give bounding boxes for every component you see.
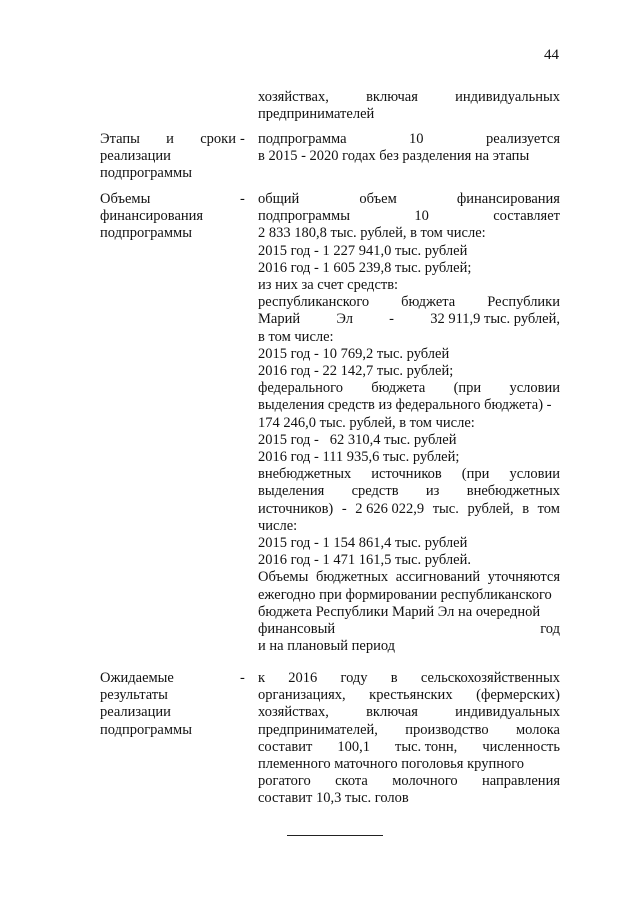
fin-sources-heading: из них за счет средств: [258,277,399,294]
res-line-6: племенного маточного поголовья крупного [258,756,525,773]
word: хозяйствах, [258,89,329,105]
fin-fed-total: 174 246,0 тыс. рублей, в том числе: [258,414,475,431]
res-line-3 [258,704,560,721]
word: рогатого [258,773,311,790]
fin-line-1 [258,191,560,208]
word: 32 911,9 тыс. рублей, [430,311,560,328]
results-label-line-2: результаты [100,687,168,704]
stages-label [100,131,236,183]
word: Республики [487,294,560,311]
word: численность [482,738,560,755]
fin-rep-2016: 2016 год - 22 142,7 тыс. рублей; [258,363,454,380]
fin-ext-2015: 2015 год - 1 154 861,4 тыс. рублей [258,535,468,552]
financing-value [258,191,560,655]
word: финансовый [258,621,336,638]
word: бюджета [371,380,426,397]
stages-line-1 [258,131,560,148]
word: хозяйствах, [258,704,329,721]
word: средств [351,483,399,500]
word: внебюджетных [466,483,560,500]
word: источников) [258,500,334,517]
results-label [100,670,236,739]
word: федерального [258,380,343,397]
res-line-5 [258,739,560,756]
word: - [341,500,347,517]
intro-line-2: предпринимателей [258,106,375,123]
word: том [537,500,560,517]
results-value [258,670,560,808]
word: ассигнований [395,569,481,586]
word: крестьянских [369,687,453,704]
word: (при [461,466,490,483]
financing-label-line-3: подпрограммы [100,225,192,242]
word: включая [366,704,418,721]
stages-label-line-1 [100,131,236,148]
fin-total: 2 833 180,8 тыс. рублей, в том числе: [258,225,486,242]
word: 10 [414,208,429,225]
fin-rep-2015: 2015 год - 10 769,2 тыс. рублей [258,345,450,362]
fin-ext-line-3 [258,501,560,518]
results-dash: - [240,670,245,686]
word: году [340,670,368,686]
footer-rule [287,835,383,836]
res-line-8: составит 10,3 тыс. голов [258,790,409,807]
fin-rep-incl: в том числе: [258,328,334,345]
stages-value [258,131,560,165]
word: 100,1 [337,738,370,755]
word: 2016 [288,670,318,686]
word: тыс. [432,500,459,517]
word: индивидуальных [455,89,560,105]
stages-label-line-3: подпрограммы [100,165,192,182]
word: Объемы [258,569,309,586]
intro-block [258,89,560,123]
fin-ext-line-2 [258,483,560,500]
fin-note-line-3: бюджета Республики Марий Эл на очередной [258,603,541,620]
word: республиканского [258,294,370,311]
fin-note-line-4 [258,621,560,638]
word: производство [405,721,489,738]
stages-dash: - [240,131,245,147]
fin-line-2 [258,208,560,225]
fin-fed-line-1 [258,380,560,397]
res-line-4 [258,722,560,739]
word: - [389,311,394,328]
fin-note-line-5: и на плановый период [258,638,396,655]
financing-label [100,191,236,243]
stages-label-line-2: реализации [100,148,171,165]
word: включая [366,89,418,105]
word: индивидуальных [455,704,560,721]
word: подпрограмма [258,131,347,147]
word: бюджетных [315,569,389,586]
word: рублей, [467,500,514,517]
word: молока [516,721,560,738]
financing-dash: - [240,191,245,207]
fin-note-line-2: ежегодно при формировании республиканского [258,586,552,603]
fin-total-2016: 2016 год - 1 605 239,8 тыс. рублей; [258,259,472,276]
res-line-2 [258,687,560,704]
fin-total-2015: 2015 год - 1 227 941,0 тыс. рублей [258,242,468,259]
word: в [522,500,530,517]
intro-line-1 [258,89,560,106]
results-label-line-1: Ожидаемые [100,670,174,686]
word: тыс. тонн, [395,738,458,755]
word: сельскохозяйственных [420,670,560,686]
word: источников [371,466,442,483]
word: и [166,131,174,147]
word: объем [359,191,397,207]
word: 2 626 022,9 [355,500,425,517]
word: из [425,483,440,500]
res-line-7 [258,773,560,790]
word: условии [509,380,560,397]
word: направления [482,773,560,790]
page-number: 44 [544,47,559,63]
results-label-line-4: подпрограммы [100,721,192,738]
fin-fed-line-2: выделения средств из федерального бюджета) - [258,397,552,414]
fin-ext-line-1 [258,466,560,483]
word: в [390,670,398,686]
results-label-line-3: реализации [100,704,171,721]
word: составляет [493,208,560,225]
word: молочного [392,773,458,790]
financing-label-line-2: финансирования [100,208,204,225]
fin-ext-incl: числе: [258,517,298,534]
word: (при [453,380,482,397]
word: организациях, [258,687,346,704]
word: уточняются [487,569,560,586]
word: 10 [409,131,424,147]
fin-fed-2016: 2016 год - 111 935,6 тыс. рублей; [258,449,460,466]
word: сроки [200,131,236,147]
financing-label-line-1: Объемы [100,191,151,207]
fin-note-line-1 [258,569,560,586]
word: год [540,621,560,638]
word: Этапы [100,131,140,147]
word: скота [335,773,368,790]
word: к [258,670,266,686]
word: реализуется [486,131,560,147]
word: выделения [258,483,325,500]
res-line-1 [258,670,560,687]
word: условии [509,466,560,483]
word: (фермерских) [476,687,560,704]
word: подпрограммы [258,208,350,225]
stages-line-2: в 2015 - 2020 годах без разделения на этапы [258,148,530,165]
word: общий [258,191,300,207]
word: финансирования [456,191,560,207]
fin-fed-2015: 2015 год - 62 310,4 тыс. рублей [258,431,457,448]
word: составит [258,738,313,755]
word: Эл [336,311,353,328]
word: Марий [258,311,301,328]
word: бюджета [401,294,456,311]
fin-ext-2016: 2016 год - 1 471 161,5 тыс. рублей. [258,552,471,569]
fin-rep-line-2 [258,311,560,328]
word: внебюджетных [258,466,352,483]
word: предпринимателей, [258,721,378,738]
fin-rep-line-1 [258,294,560,311]
